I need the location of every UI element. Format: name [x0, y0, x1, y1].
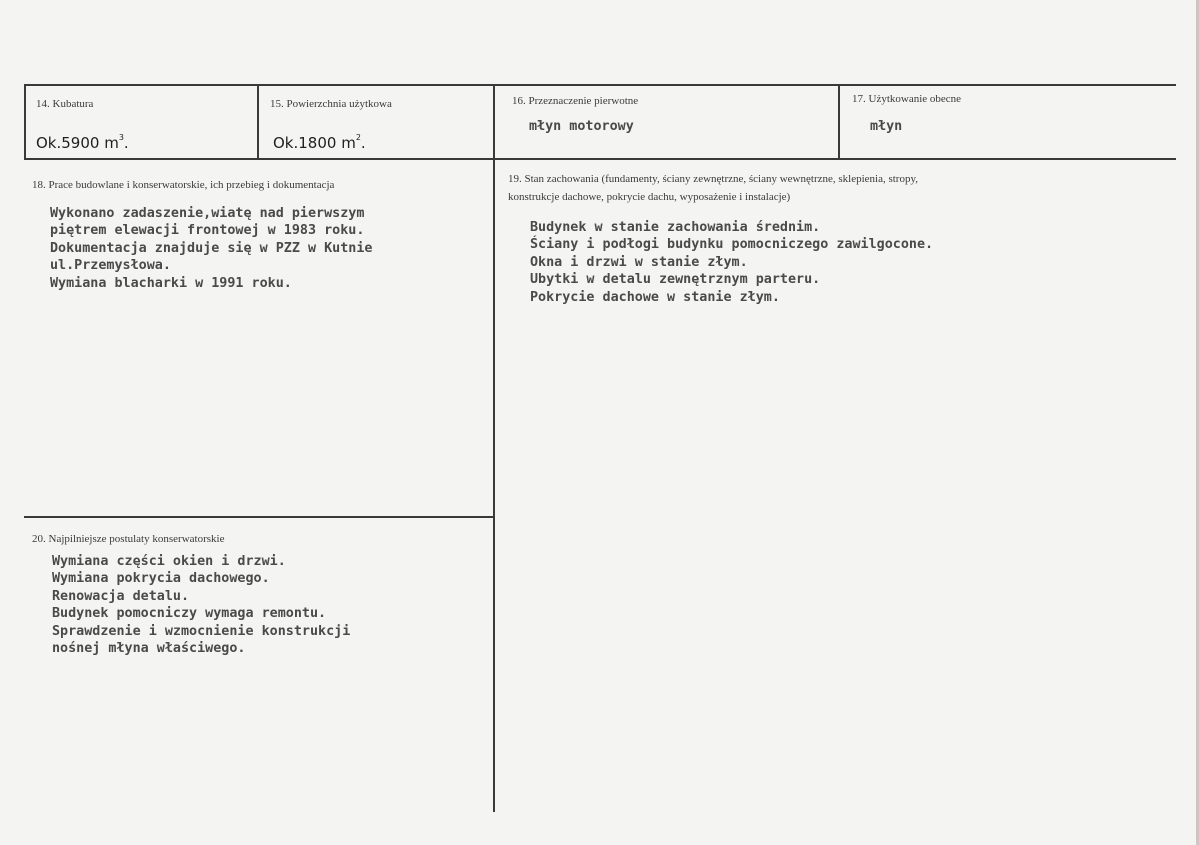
- stan-label-line: konstrukcje dachowe, pokrycie dachu, wyposażenie i instalacje): [508, 191, 791, 203]
- kubatura-unit-exponent: 3: [118, 133, 124, 142]
- powierzchnia-unit-exponent: 2: [355, 133, 361, 142]
- uzytkowanie-label: 17. Użytkowanie obecne: [852, 93, 962, 105]
- prace-line: Dokumentacja znajduje się w PZZ w Kutnie: [50, 240, 373, 256]
- powierzchnia-label: 15. Powierzchnia użytkowa: [270, 98, 392, 110]
- przeznaczenie-label: 16. Przeznaczenie pierwotne: [512, 95, 639, 107]
- stan-line: Okna i drzwi w stanie złym.: [530, 254, 748, 270]
- postulaty-text: [52, 553, 350, 657]
- divider-14-15: [257, 84, 259, 160]
- stan-line: Ściany i podłogi budynku pomocniczego zawilgocone.: [530, 237, 934, 253]
- postulaty-line: Wymiana pokrycia dachowego.: [52, 571, 270, 587]
- top-rule: [24, 84, 1176, 86]
- prace-line: piętrem elewacji frontowej w 1983 roku.: [50, 223, 365, 239]
- prace-label: 18. Prace budowlane i konserwatorskie, ich przebieg i dokumentacja: [32, 179, 335, 191]
- postulaty-line: Sprawdzenie i wzmocnienie konstrukcji: [52, 623, 351, 639]
- divider-15-16: [493, 84, 495, 812]
- postulaty-label: 20. Najpilniejsze postulaty konserwatorskie: [32, 533, 225, 545]
- postulaty-line: nośnej młyna właściwego.: [52, 641, 246, 657]
- postulaty-line: Budynek pomocniczy wymaga remontu.: [52, 606, 327, 622]
- postulaty-line: Wymiana części okien i drzwi.: [52, 554, 286, 569]
- prace-text: [50, 205, 372, 292]
- stan-text: [530, 219, 933, 306]
- header-bottom-rule: [24, 158, 1176, 160]
- uzytkowanie-value: młyn: [870, 119, 903, 134]
- divider-16-17: [838, 84, 840, 160]
- przeznaczenie-value: młyn motorowy: [529, 119, 634, 134]
- prace-line: Wymiana blacharki w 1991 roku.: [50, 275, 292, 291]
- kubatura-label: 14. Kubatura: [36, 98, 94, 110]
- stan-line: Budynek w stanie zachowania średnim.: [530, 220, 821, 235]
- postulaty-line: Renowacja detalu.: [52, 588, 190, 604]
- left-border: [24, 84, 26, 160]
- stan-line: Pokrycie dachowe w stanie złym.: [530, 289, 780, 305]
- stan-label-line: 19. Stan zachowania (fundamenty, ściany zewnętrzne, ściany wewnętrzne, sklepienia, stropy,: [508, 173, 919, 185]
- section-18-20-rule: [24, 516, 494, 518]
- kubatura-value: Ok.5900 $m^3$.: [36, 133, 129, 152]
- stan-line: Ubytki w detalu zewnętrznym parteru.: [530, 272, 821, 288]
- prace-line: ul.Przemysłowa.: [50, 258, 171, 274]
- powierzchnia-value: Ok.1800 $m^2$.: [273, 133, 366, 152]
- stan-label: [508, 170, 918, 206]
- prace-line: Wykonano zadaszenie,wiatę nad pierwszym: [50, 206, 365, 221]
